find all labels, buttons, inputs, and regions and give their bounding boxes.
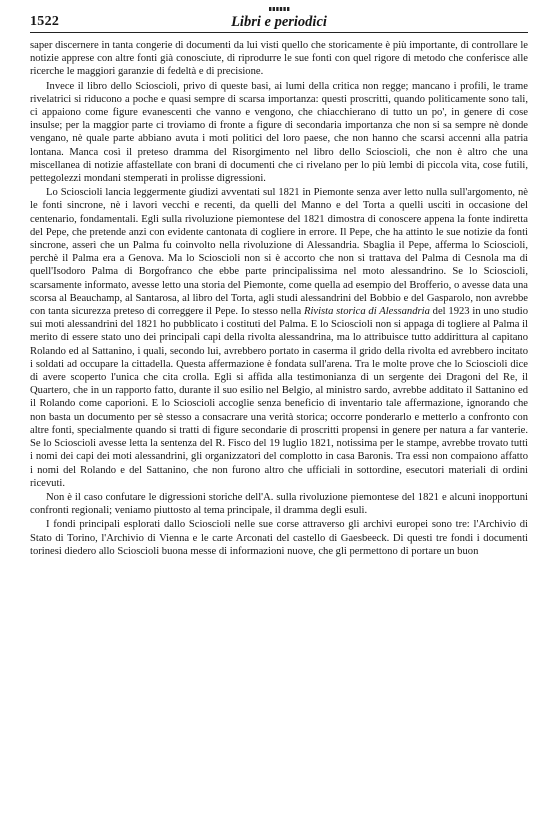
paragraph <box>30 186 528 490</box>
running-title: Libri e periodici <box>231 14 327 30</box>
ornament-icon <box>268 6 290 12</box>
paragraph <box>30 39 528 79</box>
paragraph-text: Lo Scioscioli lancia leggermente giudizi avventati sul 1821 in Piemonte senza aver letto nulla sull'argomento, nè le fonti sincrone, nè i lavori vecchi e recenti, da quelli del Manno e del Torta a quelli usciti in occasione del centenario, fondamentali. Egli sulla rivoluzione piemontese del 1821 dimostra di conoscere appena la fonte indiretta del Pepe, che pretende anzi con evidente cantonata di cogliere in errore. Il Pepe, che ha attinto le sue notizie da fonti sincrone, asserì che un Palma fu coinvolto nella rivoluzione di Alessandria. Sbaglia il Pepe, afferma lo Scioscioli, perchè il Palma era a Genova. Ma lo Scioscioli non si è accorto che non si trattava del Palma di Cesnola ma di quell'Isodoro Palma di Borgofranco che ebbe parte principalissima nel moto alessandrino. Se lo Scioscioli, scarsamente informato, avesse letto una storia del Piemonte, come quella ad esempio del Brofferio, o avesse data una scorsa al Beauchamp, al Santarosa, al libro del Torta, agli studi alessandrini del Bobbio e del Gasparolo, non avrebbe con tanta sicurezza preteso di correggere il Pepe. Io stesso nella <box>30 187 528 318</box>
page <box>30 6 528 558</box>
paragraph-text: Non è il caso confutare le digressioni storiche dell'A. sulla rivoluzione piemontese del 1821 e alcuni inopportuni confronti regionali; veniamo piuttosto al tema principale, il dramma degli esuli. <box>30 491 528 517</box>
italic-title: Rivista storica di Alessandria <box>303 306 430 318</box>
article-body <box>30 39 528 558</box>
paragraph <box>30 491 528 517</box>
page-number: 1522 <box>30 14 60 29</box>
running-header <box>30 6 528 33</box>
paragraph-text: saper discernere in tanta congerie di documenti da lui visti quello che storicamente è più importante, di controllare le notizie apprese con altre fonti già conosciute, di riprodurre le sue fonti con quel rigore di metodo che conferisce alle ricerche le maggiori garanzie di fedeltà e di precisione. <box>30 40 528 78</box>
paragraph-text: del 1923 in uno studio sui moti alessandrini del 1821 ho pubblicato i costituti del Palma. E lo Scioscioli non si appaga di togliere al Palma il merito di essere stato uno dei principali capi della rivolta alessandrina, ma lo attribuisce tutto addirittura al capitano Rolando ed al Sattanino, i quali, secondo lui, avrebbero portato in caserma il grido della rivolta ed avrebbero incitato i soldati ad occupare la cittadella. Questa affermazione è fondata sull'arena. Tra le molte prove che lo Scioscioli dice di avere scoperto l'unica che cita crolla. Egli si affida alla testimonianza di un sergente dei Dragoni del Re, il Quartero, che in un rapporto fatto, durante il suo esilio nel Belgio, al ministro sardo, avrebbe additato il Sattanino ed il Rolando come caporioni. E lo Scioscioli accoglie senza beneficio di inventario tale affermazione, ignorando che non basta un documento per sè stesso a consacrare una verità storica; occorre ponderarlo e metterlo a confronto con altre fonti, specialmente quando si tratti di figure secondarie di proscritti propensi in genere per natura a far vanterie. Se lo Scioscioli avesse letta la sentenza del R. Fisco del 19 luglio 1821, notissima per le stampe, avrebbe trovato tutti i nomi dei capi dei moti alessandrini, gli organizzatori del complotto in casa Baronis. Tra essi non compaiono affatto i nomi del Rolando e del Sattanino, che non furono altro che ufficiali in sottordine, esecutori materiali di ordini ricevuti. <box>30 306 528 489</box>
paragraph-text: Invece il libro dello Scioscioli, privo di queste basi, ai lumi della critica non regge; mancano i profili, le trame rivelatrici si riducono a poche e quasi sempre di scarsa importanza: questi proscritti, quando politicamente sono tali, ci appaiono come figure evanescenti che vanno e vengono, che chiacchierano di tutto un po', in genere di cose insulse; per la maggior parte ci troviamo di fronte a figure di secondaria importanza che non si sa sempre nè donde vengano, nè quale parte abbiano avuta i moti politici del loro paese, che non hanno che scarsi accenni alla patria lontana. Manca così il preteso dramma del Risorgimento nel libro dello Scioscioli, che non è altro che una miscellanea di notizie affastellate con brani di documenti che ci rivelano per lo più lembi di piccola vita, cose futili, pettegolezzi mondani stemperati in prolisse digressioni. <box>30 80 528 185</box>
paragraph <box>30 518 528 558</box>
paragraph-text: I fondi principali esplorati dallo Scioscioli nelle sue corse attraverso gli archivi europei sono tre: l'Archivio di Stato di Torino, l'Archivio di Vienna e le carte Arconati del castello di Gaesbeeck. Di questi tre fondi i documenti torinesi diedero allo Scioscioli buona messe di informazioni nuove, che gli permettono di portare un buon <box>30 519 528 557</box>
paragraph <box>30 80 528 186</box>
